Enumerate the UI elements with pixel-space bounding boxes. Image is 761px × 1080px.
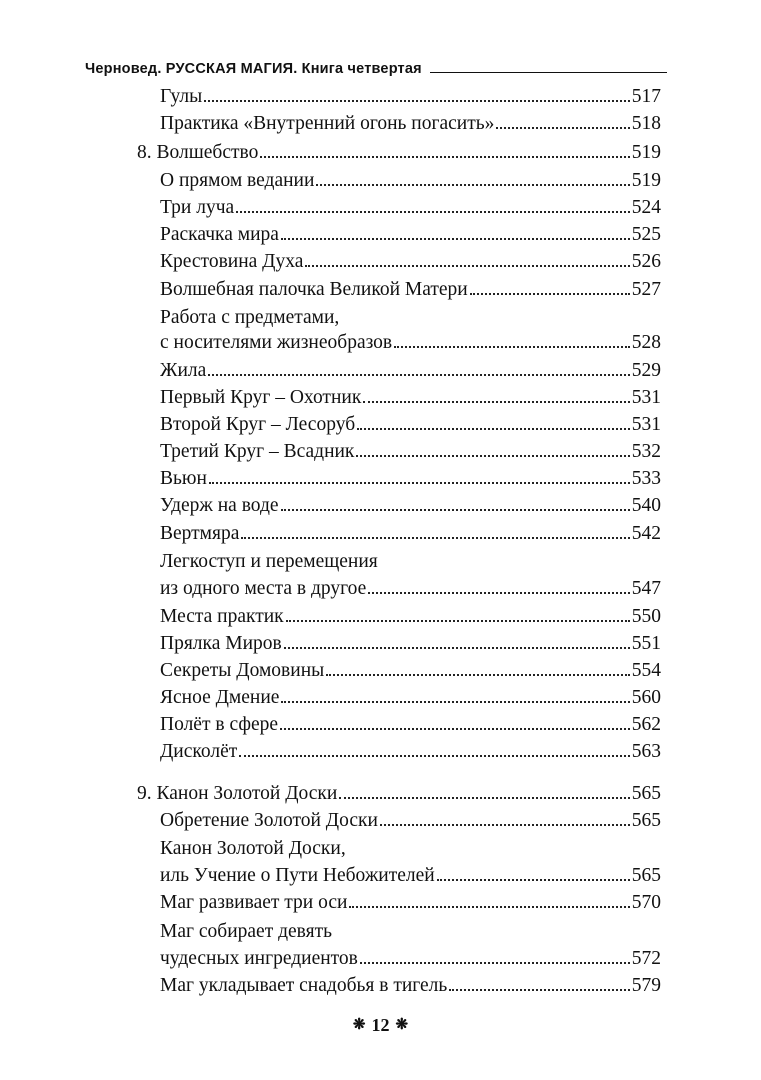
dot-leader (496, 127, 629, 129)
toc-entry-row (0, 967, 661, 995)
dot-leader (356, 455, 629, 457)
dot-leader (437, 879, 630, 881)
toc-entry-title: Секреты Домовины (160, 659, 325, 681)
toc-page-number: 531 (631, 386, 661, 408)
dot-leader (260, 156, 629, 158)
toc-page-number: 533 (631, 467, 661, 489)
dot-leader (208, 374, 629, 376)
toc-section-row (0, 775, 661, 803)
toc-entry-title: Волшебная палочка Великой Матери (160, 278, 468, 300)
dot-leader (284, 647, 630, 649)
toc-entry-title: Работа с предметами, (160, 306, 340, 328)
toc-entry-title: Жила (160, 359, 207, 381)
toc-entry-title: Крестовина Духа (160, 250, 304, 272)
toc-entry-row (0, 352, 661, 380)
toc-entry-row (0, 913, 661, 941)
toc-page-number: 525 (631, 223, 661, 245)
dot-leader (281, 509, 630, 511)
page-footer (0, 1016, 761, 1034)
toc-entry-row (0, 189, 661, 217)
toc-page-number: 542 (631, 522, 661, 544)
toc-page-number: 524 (631, 196, 661, 218)
toc-entry-title: Третий Круг – Всадник (160, 440, 355, 462)
toc-entry-row (0, 299, 661, 327)
toc-entry-title: Маг укладывает снадобья в тигель (160, 974, 448, 996)
dot-leader (449, 989, 629, 991)
dot-leader (394, 346, 630, 348)
toc-entry-title: Обретение Золотой Доски (160, 809, 378, 831)
toc-entry-title: Прялка Миров (160, 632, 282, 654)
toc-page-number: 554 (631, 659, 661, 681)
dot-leader (236, 211, 630, 213)
dot-leader (360, 962, 630, 964)
dot-leader (286, 620, 630, 622)
toc-entry-row (0, 652, 661, 680)
toc-entry-row (0, 487, 661, 515)
toc-entry-row (0, 78, 661, 106)
toc-entry-title: Удерж на воде (160, 494, 279, 516)
dot-leader (241, 537, 629, 539)
toc-entry-row (0, 162, 661, 190)
dot-leader (209, 482, 630, 484)
toc-page-number: 570 (631, 891, 661, 913)
toc-page-number: 550 (631, 605, 661, 627)
dot-leader (326, 674, 630, 676)
toc-entry-row (0, 216, 661, 244)
toc-section-row (0, 134, 661, 162)
toc-page-number: 579 (631, 974, 661, 996)
toc-entry-title: О прямом ведании (160, 169, 315, 191)
toc-entry-row (0, 543, 661, 571)
toc-page-number: 519 (631, 141, 661, 163)
page-number: 12 (371, 1015, 390, 1035)
toc-page-number: 518 (631, 112, 661, 134)
toc-entry-row (0, 830, 661, 858)
toc-page-number: 562 (631, 713, 661, 735)
toc-page-number: 565 (631, 864, 661, 886)
running-header-title: Черновед. РУССКАЯ МАГИЯ. Книга четвертая (85, 60, 422, 77)
ornament-right-icon: ❋ (395, 1016, 409, 1033)
dot-leader (280, 728, 630, 730)
dot-leader (281, 701, 629, 703)
toc-entry-title: Дисколёт (160, 740, 238, 762)
running-header (85, 50, 667, 76)
toc-entry-row (0, 105, 661, 133)
toc-page-number: 547 (631, 577, 661, 599)
toc-page-number: 527 (631, 278, 661, 300)
toc-page-number: 551 (631, 632, 661, 654)
toc-entry-title: Второй Круг – Лесоруб (160, 413, 356, 435)
toc-entry-row (0, 679, 661, 707)
toc-entry-row (0, 625, 661, 653)
toc-entry-row (0, 379, 661, 407)
toc-page-number: 572 (631, 947, 661, 969)
toc-entry-title: чудесных ингредиентов (160, 947, 358, 969)
toc-page-number: 565 (631, 809, 661, 831)
toc-page-number: 526 (631, 250, 661, 272)
toc-entry-row (0, 598, 661, 626)
toc-entry-title: Места практик (160, 605, 284, 627)
dot-leader (316, 184, 629, 186)
dot-leader (339, 797, 629, 799)
toc-entry-row (0, 271, 661, 299)
toc-entry-title: из одного места в другое (160, 577, 367, 599)
toc-page-number: 529 (631, 359, 661, 381)
toc-entry-row (0, 460, 661, 488)
toc-entry-row (0, 940, 661, 968)
ornament-left-icon: ❋ (352, 1016, 366, 1033)
toc-entry-title: иль Учение о Пути Небожителей (160, 864, 435, 886)
toc-entry-title: Полёт в сфере (160, 713, 279, 735)
toc-entry-title: с носителями жизнеобразов (160, 331, 393, 353)
dot-leader (470, 293, 630, 295)
toc-entry-title: Маг развивает три оси (160, 891, 348, 913)
dot-leader (305, 265, 629, 267)
toc-page-number: 531 (631, 413, 661, 435)
toc-page-number: 563 (631, 740, 661, 762)
toc-entry-title: Первый Круг – Охотник (160, 386, 362, 408)
toc-entry-row (0, 570, 661, 598)
dot-leader (363, 401, 629, 403)
toc-entry-row (0, 515, 661, 543)
toc-entry-row (0, 433, 661, 461)
toc-page-number: 517 (631, 85, 661, 107)
dot-leader (380, 824, 630, 826)
toc-entry-title: Раскачка мира (160, 223, 279, 245)
toc-entry-title: Канон Золотой Доски, (160, 837, 346, 859)
header-rule (430, 72, 667, 73)
toc-entry-title: Вьюн (160, 467, 207, 489)
toc-page-number: 532 (631, 440, 661, 462)
toc-entry-title: 9. Канон Золотой Доски (137, 782, 338, 804)
toc-entry-row (0, 857, 661, 885)
toc-entry-title: 8. Волшебство (137, 141, 259, 163)
toc-page-number: 540 (631, 494, 661, 516)
toc-entry-row (0, 706, 661, 734)
dot-leader (239, 755, 629, 757)
toc-entry-title: Ясное Дмение (160, 686, 280, 708)
toc-entry-row (0, 243, 661, 271)
dot-leader (281, 238, 630, 240)
toc-entry-title: Вертмяра (160, 522, 240, 544)
dot-leader (357, 428, 630, 430)
toc-entry-row (0, 324, 661, 352)
dot-leader (204, 100, 629, 102)
toc-entry-title: Легкоступ и перемещения (160, 550, 378, 572)
toc-page-number: 519 (631, 169, 661, 191)
toc-entry-title: Три луча (160, 196, 235, 218)
toc-page-number: 528 (631, 331, 661, 353)
toc-entry-row (0, 802, 661, 830)
toc-entry-title: Гулы (160, 85, 203, 107)
toc-entry-row (0, 733, 661, 761)
toc-entry-row (0, 406, 661, 434)
dot-leader (368, 592, 629, 594)
toc-page-number: 560 (631, 686, 661, 708)
toc-page-number: 565 (631, 782, 661, 804)
toc-entry-title: Маг собирает девять (160, 920, 332, 942)
toc-entry-title: Практика «Внутренний огонь погасить» (160, 112, 495, 134)
toc-entry-row (0, 884, 661, 912)
dot-leader (349, 906, 629, 908)
